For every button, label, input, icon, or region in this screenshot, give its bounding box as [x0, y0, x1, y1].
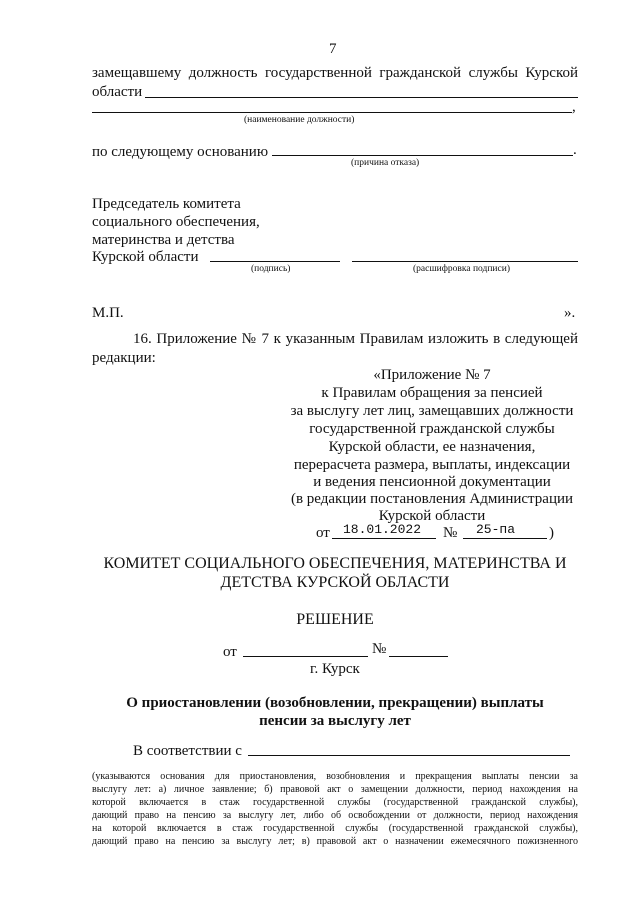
annex-num-label: № [443, 525, 458, 541]
chairman-line-3: материнства и детства [92, 232, 235, 248]
footnote-line-1: (указываются основания для приостановления, возобновления и прекращения выплаты пенсии за [92, 771, 578, 782]
footnote-line-2: выслугу лет: а) личное заявление; б) правовой акт о замещении должности, период нахождения на [92, 784, 578, 795]
item16-line-2: редакции: [92, 350, 156, 366]
annex-line-9: Курской области [378, 508, 486, 524]
position-comma: , [572, 99, 576, 115]
signature-blank [210, 261, 340, 262]
position-line-1: замещавшему должность государственной гражданской службы Курской [92, 65, 578, 81]
accordance-blank [248, 755, 570, 756]
chairman-line-2: социального обеспечения, [92, 214, 260, 230]
annex-line-2: к Правилам обращения за пенсией [321, 385, 543, 401]
decision-date-blank [243, 656, 368, 657]
caption-refusal-reason: (причина отказа) [351, 158, 420, 168]
page-number: 7 [329, 41, 337, 57]
position-blank-1 [145, 97, 578, 98]
footnote-line-5: на которой включается в стаж государственной службы (государственной гражданской службы), [92, 823, 578, 834]
accordance-label: В соответствии с [133, 743, 242, 759]
chairman-line-1: Председатель комитета [92, 196, 241, 212]
chairman-line-4: Курской области [92, 249, 199, 265]
annex-line-3: за выслугу лет лиц, замещавших должности [290, 403, 574, 419]
caption-signature-decoding: (расшифровка подписи) [413, 264, 510, 274]
decision-city: г. Курск [310, 661, 360, 677]
annex-line-5: Курской области, ее назначения, [328, 439, 536, 455]
decision-title: РЕШЕНИЕ [296, 611, 374, 628]
signature-decoding-blank [352, 261, 578, 262]
annex-line-6: перерасчета размера, выплаты, индексации [293, 457, 571, 473]
annex-line-4: государственной гражданской службы [309, 421, 555, 437]
subject-line-1: О приостановлении (возобновлении, прекращении) выплаты [126, 695, 544, 711]
annex-number-underline [463, 538, 547, 539]
annex-number: 25-па [476, 522, 516, 537]
caption-position-name: (наименование должности) [244, 115, 355, 125]
committee-title-line-2: ДЕТСТВА КУРСКОЙ ОБЛАСТИ [220, 574, 450, 591]
annex-from-label: от [316, 525, 330, 541]
decision-number-blank [389, 656, 448, 657]
reason-blank [272, 155, 573, 156]
reason-dot: . [573, 142, 577, 158]
annex-line-7: и ведения пенсионной документации [313, 474, 551, 490]
footnote-line-3: которой включается в стаж государственной службы (государственной гражданской службы), [92, 797, 578, 808]
annex-date-underline [332, 538, 436, 539]
caption-signature: (подпись) [251, 264, 291, 274]
decision-num-label: № [372, 641, 387, 657]
reason-label: по следующему основанию [92, 144, 269, 160]
annex-date: 18.01.2022 [343, 522, 422, 537]
closing-quote: ». [564, 305, 576, 321]
item16-line-1: 16. Приложение № 7 к указанным Правилам изложить в следующей [133, 331, 578, 347]
decision-from-label: от [223, 644, 237, 660]
footnote-line-4: дающий право на пенсию за выслугу лет, либо об освобождении от должности, период нахождения [92, 810, 578, 821]
annex-close-paren: ) [549, 525, 554, 541]
annex-line-1: «Приложение № 7 [373, 367, 491, 383]
footnote-line-6: дающий право на пенсию за выслугу лет; в) правовой акт о назначении ежемесячного пожизненного [92, 836, 578, 847]
subject-line-2: пенсии за выслугу лет [259, 713, 411, 729]
position-blank-2 [92, 112, 572, 113]
annex-line-8: (в редакции постановления Администрации [290, 491, 574, 507]
position-line-2-prefix: области [92, 84, 143, 100]
stamp-label: М.П. [92, 305, 124, 321]
committee-title-line-1: КОМИТЕТ СОЦИАЛЬНОГО ОБЕСПЕЧЕНИЯ, МАТЕРИНСТВА И [103, 555, 567, 572]
